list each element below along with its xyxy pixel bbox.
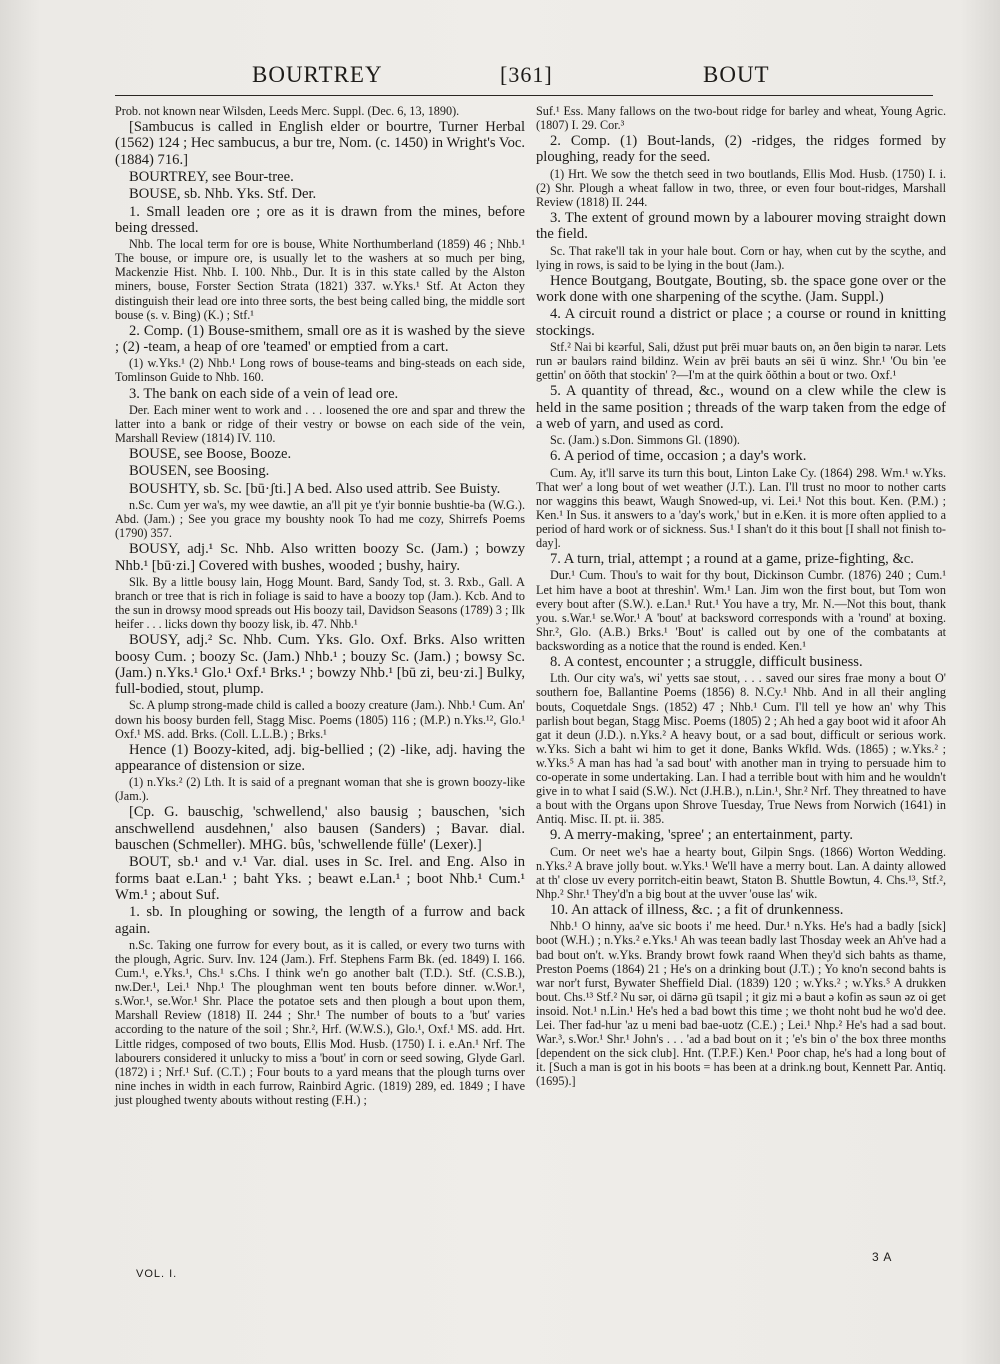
entry-paragraph: 8. A contest, encounter ; a struggle, difficult business. bbox=[550, 654, 863, 671]
entry-paragraph: Slk. By a little bousy lain, Hogg Mount. Bard, Sandy Tod, st. 3. Rxb., Gall. A branch or tree that is rich in foliage is said to have a boozy top (Jam.). Kcb. And to the sun in drowsy mood spreads out His boozy tail, Davidson Seasons (1789) 3 ; Ilk heifer . . . licks down thy boozy lisk, ib. 47. Nhb.¹ bbox=[115, 574, 525, 632]
running-header bbox=[0, 62, 1000, 96]
entry-paragraph: Der. Each miner went to work and . . . loosened the ore and spar and threw the latter into a bank or ridge of their vestry or bowse on each side of the vein, Marshall Review (1814) IV. 110. bbox=[115, 402, 525, 445]
entry-paragraph: (1) n.Yks.² (2) Lth. It is said of a pregnant woman that she is grown boozy-like (Jam.). bbox=[115, 775, 525, 804]
entry-paragraph: 1. Small leaden ore ; ore as it is drawn from the mines, before being dressed. bbox=[115, 203, 525, 236]
entry-paragraph: Hence Boutgang, Boutgate, Bouting, sb. the space gone over or the work done with one sharpening of the scythe. (Jam. Suppl.) bbox=[536, 272, 946, 306]
entry-paragraph: BOUSY, adj.² Sc. Nhb. Cum. Yks. Glo. Oxf. Brks. Also written boosy Cum. ; boozy Sc. (Jam.) Nhb.¹ ; bouzy Sc. (Jam.) ; bowsy Sc. (Jam.) n.Yks.¹ Glo.¹ Oxf.¹ Brks.¹ ; bowzy Nhb.¹ [bū zi, beu·zi.] Bulky, full-bodied, stout, plump. bbox=[115, 632, 525, 698]
entry-paragraph: BOUSE, see Boose, Booze. bbox=[129, 446, 292, 463]
page-number: [361] bbox=[500, 62, 553, 87]
entry-paragraph: 3. The bank on each side of a vein of lead ore. bbox=[129, 385, 399, 402]
entry-paragraph: 5. A quantity of thread, &c., wound on a clew while the clew is held in the same position ; threads of the warp taken from the edge of a web of yarn, and used as cord. bbox=[536, 383, 946, 432]
entry-paragraph: [Sambucus is called in English elder or bourtre, Turner Herbal (1562) 124 ; Hec sambucus, a bur tre, Nom. (c. 1450) in Wright's Voc. (1884) 716.] bbox=[115, 119, 525, 168]
entry-paragraph: n.Sc. Taking one furrow for every bout, as it is called, or every two turns with the plough, Agric. Surv. Inv. 124 (Jam.). Frf. Stephens Farm Bk. (ed. 1849) I. 166. Cum.¹, e.Yks.¹, Chs.¹ s.Chs. I think we'n go another balt (T.D.). Stf. (C.S.B.), nw.Der.¹, Lei.¹ Nhp.¹ The ploughman went ten bouts before dinner. w.Wor.¹, s.Wor.¹, se.Wor.¹ Shr. Place the potatoe sets and then plough a bout upon them, Marshall Review (1818) II. 244 ; Shr.¹ The number of bouts to a 'but' varies according to the nature of the soil ; Shr.², Hrf. (W.W.S.), Glo.¹, Oxf.¹ MS. add. Hrt. Little ridges, composed of two bouts, Ellis Mod. Husb. (1750) I. i. e.An.¹ Nrf. The labourers considered it unlucky to miss a 'bout' in corn or seed sowing, Glyde Garl. (1872) i ; Nrf.¹ Suf. (C.T.) ; Four bouts to a yard means that the plough turns over nine inches in width in each furrow, Rainbird Agric. (1819) 289, ed. 1849 ; I have just ploughed twenty abouts without resting (F.H.) ; bbox=[115, 937, 525, 1107]
entry-paragraph: n.Sc. Cum yer wa's, my wee dawtie, an a'll pit ye t'yir bonnie bushtie-ba (W.G.). Abd. (Jam.) ; See you grace my boushty nook To had me cozy, Shirrefs Poems (1790) 357. bbox=[115, 497, 525, 541]
entry-paragraph: Prob. not known near Wilsden, Leeds Merc. Suppl. (Dec. 6, 13, 1890). bbox=[115, 104, 460, 118]
entry-paragraph: [Cp. G. bauschig, 'schwellend,' also bausig ; bauschen, 'sich anschwellend ausdehnen,' also bausen (Sanders) ; Bavar. dial. bauschen (Schmeller). MHG. bûs, 'schwellende fülle' (Lexer).] bbox=[115, 804, 525, 854]
entry-paragraph: 10. An attack of illness, &c. ; a fit of drunkenness. bbox=[550, 902, 844, 919]
entry-paragraph: Suf.¹ Ess. Many fallows on the two-bout ridge for barley and wheat, Young Agric. (1807) I. 29. Cor.³ bbox=[536, 104, 946, 133]
entry-paragraph: 2. Comp. (1) Bout-lands, (2) -ridges, the ridges formed by ploughing, ready for the seed. bbox=[536, 133, 946, 166]
header-rule bbox=[115, 95, 933, 96]
entry-paragraph: Cum. Or neet we's hae a hearty bout, Gilpin Sngs. (1866) Worton Wedding. n.Yks.² A brave jolly bout. w.Yks.¹ We'll have a merry bout. Lan. A dainty allowed at th' close uv every porritch-eitin beawt, Staton B. Shuttle Bowtun, 4. Chs.¹³, Stf.², Nhp.² Shr.¹ They'd'n a big bout at the uvver 'ouse las' wik. bbox=[536, 844, 946, 901]
entry-paragraph: 6. A period of time, occasion ; a day's work. bbox=[550, 448, 807, 465]
entry-paragraph: Hence (1) Boozy-kited, adj. big-bellied ; (2) -like, adj. having the appearance of distension or size. bbox=[115, 741, 525, 774]
right-column bbox=[536, 104, 946, 1089]
entry-paragraph: Dur.¹ Cum. Thou's to wait for thy bout, Dickinson Cumbr. (1876) 240 ; Cum.¹ Let him have a boot at threshin'. Wm.¹ Lan. Jim won the first bout, but Tom won every bout after (S.W.). e.Lan.¹ Rut.¹ You have a try, Mr. N.—Not this bout, thank you. s.War.¹ se.Wor.¹ A 'bout' at backsword corresponds with a 'round' at boxing. Shr.², Glo. (A.B.) Brks.¹ 'Bout' is called out by one of the combatants at backswording as a notice that the round is ended. Ken.¹ bbox=[536, 568, 946, 653]
right-guide-word: BOUT bbox=[703, 62, 770, 87]
entry-paragraph: (1) w.Yks.¹ (2) Nhb.¹ Long rows of bouse-teams and bing-steads on each side, Tomlinson Guide to Nhb. 160. bbox=[115, 356, 525, 385]
entry-paragraph: BOUT, sb.¹ and v.¹ Var. dial. uses in Sc. Irel. and Eng. Also in forms baat e.Lan.¹ ; baht Yks. ; beawt e.Lan.¹ ; boot Nhb.¹ Cum.¹ Wm.¹ ; about Suf. bbox=[115, 854, 525, 903]
entry-paragraph: Sc. That rake'll tak in your hale bout. Corn or hay, when cut by the scythe, and lying in rows, is said to be lying in the bout (Jam.). bbox=[536, 243, 946, 272]
entry-paragraph: BOUSHTY, sb. Sc. [bū·ʃti.] A bed. Also used attrib. See Buisty. bbox=[129, 480, 501, 497]
entry-paragraph: Cum. Ay, it'll sarve its turn this bout, Linton Lake Cy. (1864) 298. Wm.¹ w.Yks. That wer' a long bout of wet weather (J.T.). Lan. I'll trust no moor to nother carts nor waggins this beawt, Waugh Snowed-up, vi. Lei.¹ Not this bout. Ken. (P.M.) ; Ken.¹ In Sus. it answers to a 'day's work,' but in e.Ken. it is more often applied to a period of hard work or of sickness. Sus.¹ I shan't do it this bout [I shall not finish to-day]. bbox=[536, 465, 946, 551]
entry-paragraph: 4. A circuit round a district or place ; a course or round in knitting stockings. bbox=[536, 306, 946, 339]
entry-paragraph: 3. The extent of ground mown by a labourer moving straight down the field. bbox=[536, 210, 946, 243]
entry-paragraph: Stf.² Nai bi kεərful, Sali, džust put þrēi muər bauts on, ən ðen bigin tə narər. Lets run ər baulərs raind bildinz. Wεin av þrēi bauts ən sēi ū winz. Shr.¹ 'Ou bin 'ee gettin' on ŏŏth that stockin' ?—I'm at the quirk ŏŏthin a bout or two. Oxf.¹ bbox=[536, 340, 946, 383]
signature-mark: 3 A bbox=[872, 1250, 893, 1264]
entry-paragraph: (1) Hrt. We sow the thetch seed in two boutlands, Ellis Mod. Husb. (1750) I. i. (2) Shr. Plough a wheat fallow in two, three, or even four bout-ridges, Marshall Review (1818) II. 244. bbox=[536, 166, 946, 209]
entry-paragraph: BOUSEN, see Boosing. bbox=[129, 463, 270, 480]
entry-paragraph: 9. A merry-making, 'spree' ; an entertainment, party. bbox=[550, 827, 853, 844]
entry-paragraph: Sc. (Jam.) s.Don. Simmons Gl. (1890). bbox=[550, 433, 740, 448]
entry-paragraph: 2. Comp. (1) Bouse-smithem, small ore as it is washed by the sieve ; (2) -team, a heap of ore 'teamed' or emptied from a cart. bbox=[115, 322, 525, 356]
entry-paragraph: Nhb. The local term for ore is bouse, White Northumberland (1859) 46 ; Nhb.¹ The bouse, or impure ore, is usually let to the washers at so much per bing, Mackenzie Hist. Nhb. I. 100. Nhb., Dur. It is in this state called by the Alston miners, bouse, Forster Section Strata (1821) 337. w.Yks.¹ Stf. At Acton they distinguish their lead ore into three sorts, the best being called bing, the middle sort bouse (s. v. Bing) (K.) ; Stf.¹ bbox=[115, 237, 525, 322]
entry-paragraph: BOUSY, adj.¹ Sc. Nhb. Also written boozy Sc. (Jam.) ; bowzy Nhb.¹ [bū·zi.] Covered with bushes, wooded ; bushy, hairy. bbox=[115, 541, 525, 574]
entry-paragraph: Sc. A plump strong-made child is called a boozy creature (Jam.). Nhb.¹ Cum. An' down his boosy burden fell, Stagg Misc. Poems (1805) 116 ; (M.P.) n.Yks.¹², Glo.¹ Oxf.¹ MS. add. Brks. (Coll. L.L.B.) ; Brks.¹ bbox=[115, 698, 525, 741]
entry-paragraph: BOUSE, sb. Nhb. Yks. Stf. Der. bbox=[129, 186, 317, 203]
left-column bbox=[115, 104, 525, 1108]
entry-paragraph: Lth. Our city wa's, wi' yetts sae stout, . . . saved our sires frae mony a bout O' southern foe, Ballantine Poems (1856) 8. N.Cy.¹ Nhb. And in all their angling bouts, Coquetdale Sngs. (1852) 47 ; Nhb.¹ Cum. I'll tell ye how an' why This parlish bout began, Stagg Misc. Poems (1805) 2 ; Ah hed a gay boot wid it afoor Ah gat it deun (J.D.). n.Yks.² A heavy bout, or a sad bout, difficult or serious work. w.Yks. Sich a baht wi him to get it done, Banks Wkfld. Wds. (1865) ; w.Yks.² ; w.Yks.⁵ A man has had 'a sad bout' with another man in trying to persuade him to co-operate in some undertaking. Lan. I had a terrible bout with him and he wouldn't give in to what I said (S.W.). Nct (J.H.B.), n.Lin.¹, Shr.² Nrf. They threatned to have a bout with the Organs upon Shrove Tuesday, True News from Norwich (1641) in Antiq. Misc. II. pt. ii. 385. bbox=[536, 671, 946, 827]
entry-paragraph: BOURTREY, see Bour-tree. bbox=[129, 168, 294, 185]
entry-paragraph: 1. sb. In ploughing or sowing, the length of a furrow and back again. bbox=[115, 904, 525, 937]
entry-paragraph: 7. A turn, trial, attempt ; a round at a game, prize-fighting, &c. bbox=[550, 551, 914, 568]
entry-paragraph: Nhb.¹ O hinny, aa've sic boots i' me heed. Dur.¹ n.Yks. He's had a badly [sick] boot (W.H.) ; n.Yks.² e.Yks.¹ Ah was teean badly last Thosday week an Ah've had a bad bout on't. w.Yks. Brandy browt fowk raand When they'd sich bahts as thame, Preston Poems (1864) 21 ; He's on a drinking bout (J.T.) ; Yo kno'n second bahts is war nor't furst, Bywater Sheffield Dial. (1839) 120 ; w.Yks.² ; w.Yks.⁵ A drukken bout. Chs.¹³ Stf.² Nu sər, oi dārnə gū tsapil ; it giz mi ə baut ə kofin əs səun əz oi get insoid. Not.¹ n.Lin.¹ He's hed a bad bowt this time ; we thoht noht bud he wo'd dee. Lei. Ther fad-hur 'az u meni bad bae-uotz (C.E.) ; Lei.¹ Nhp.² He's had a sad bout. War.³, s.Wor.¹ Shr.¹ John's . . . 'ad a bad bout on it ; 'e's bin o' the box three months [dependent on the sick club]. Hnt. (T.P.F.) Ken.¹ Poor chap, he's had a long bout of it. [Such a man is got in his boots = has been at a drink.ng bout, Kennett Par. Antiq. (1695).] bbox=[536, 919, 946, 1089]
volume-label: VOL. I. bbox=[136, 1268, 178, 1280]
left-guide-word: BOURTREY bbox=[252, 62, 383, 87]
